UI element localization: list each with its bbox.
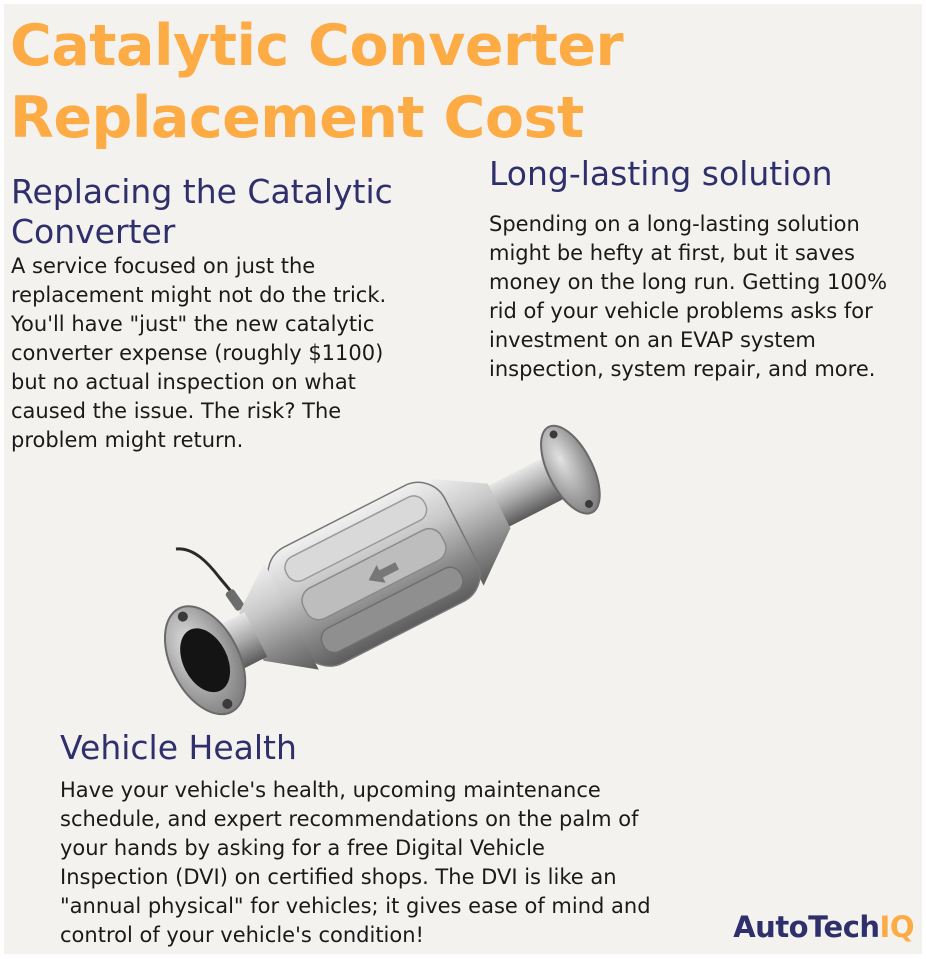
text-line: converter expense (roughly $1100) <box>11 341 384 365</box>
vehicle-health-paragraph <box>60 776 651 950</box>
long-lasting-paragraph <box>489 210 887 384</box>
text-line: Have your vehicle's health, upcoming maintenance <box>60 778 601 802</box>
text-line: but no actual inspection on what <box>11 370 356 394</box>
text-line: Spending on a long-lasting solution <box>489 212 860 236</box>
logo-part-1: AutoTech <box>733 910 880 944</box>
vehicle-health-heading <box>60 728 297 768</box>
autotechiq-logo <box>733 910 914 944</box>
text-line: money on the long run. Getting 100% <box>489 270 888 294</box>
title-line-2: Replacement Cost <box>10 85 584 151</box>
text-line: caused the issue. The risk? The <box>11 399 342 423</box>
long-lasting-heading-text: Long-lasting solution <box>489 154 833 193</box>
text-line: rid of your vehicle problems asks for <box>489 299 873 323</box>
text-line: inspection, system repair, and more. <box>489 357 876 381</box>
replacing-heading-line-1: Replacing the Catalytic <box>11 172 393 211</box>
title-line-1: Catalytic Converter <box>10 13 624 79</box>
text-line: replacement might not do the trick. <box>11 283 387 307</box>
text-line: problem might return. <box>11 428 244 452</box>
logo-part-2: IQ <box>879 910 914 944</box>
replacing-heading-line-2: Converter <box>11 212 176 251</box>
vehicle-health-heading-text: Vehicle Health <box>60 728 297 767</box>
text-line: might be hefty at first, but it saves <box>489 241 855 265</box>
text-line: You'll have "just" the new catalytic <box>11 312 375 336</box>
text-line: your hands by asking for a free Digital Vehicle <box>60 836 545 860</box>
replacing-heading <box>11 172 393 252</box>
text-line: A service focused on just the <box>11 254 316 278</box>
infographic-canvas <box>4 4 922 954</box>
page-title <box>10 10 623 154</box>
text-line: investment on an EVAP system <box>489 328 816 352</box>
catalytic-converter-image <box>164 399 624 729</box>
text-line: schedule, and expert recommendations on the palm of <box>60 807 639 831</box>
text-line: "annual physical" for vehicles; it gives ease of mind and <box>60 894 651 918</box>
text-line: control of your vehicle's condition! <box>60 923 424 947</box>
text-line: Inspection (DVI) on certified shops. The DVI is like an <box>60 865 617 889</box>
long-lasting-heading <box>489 154 833 194</box>
